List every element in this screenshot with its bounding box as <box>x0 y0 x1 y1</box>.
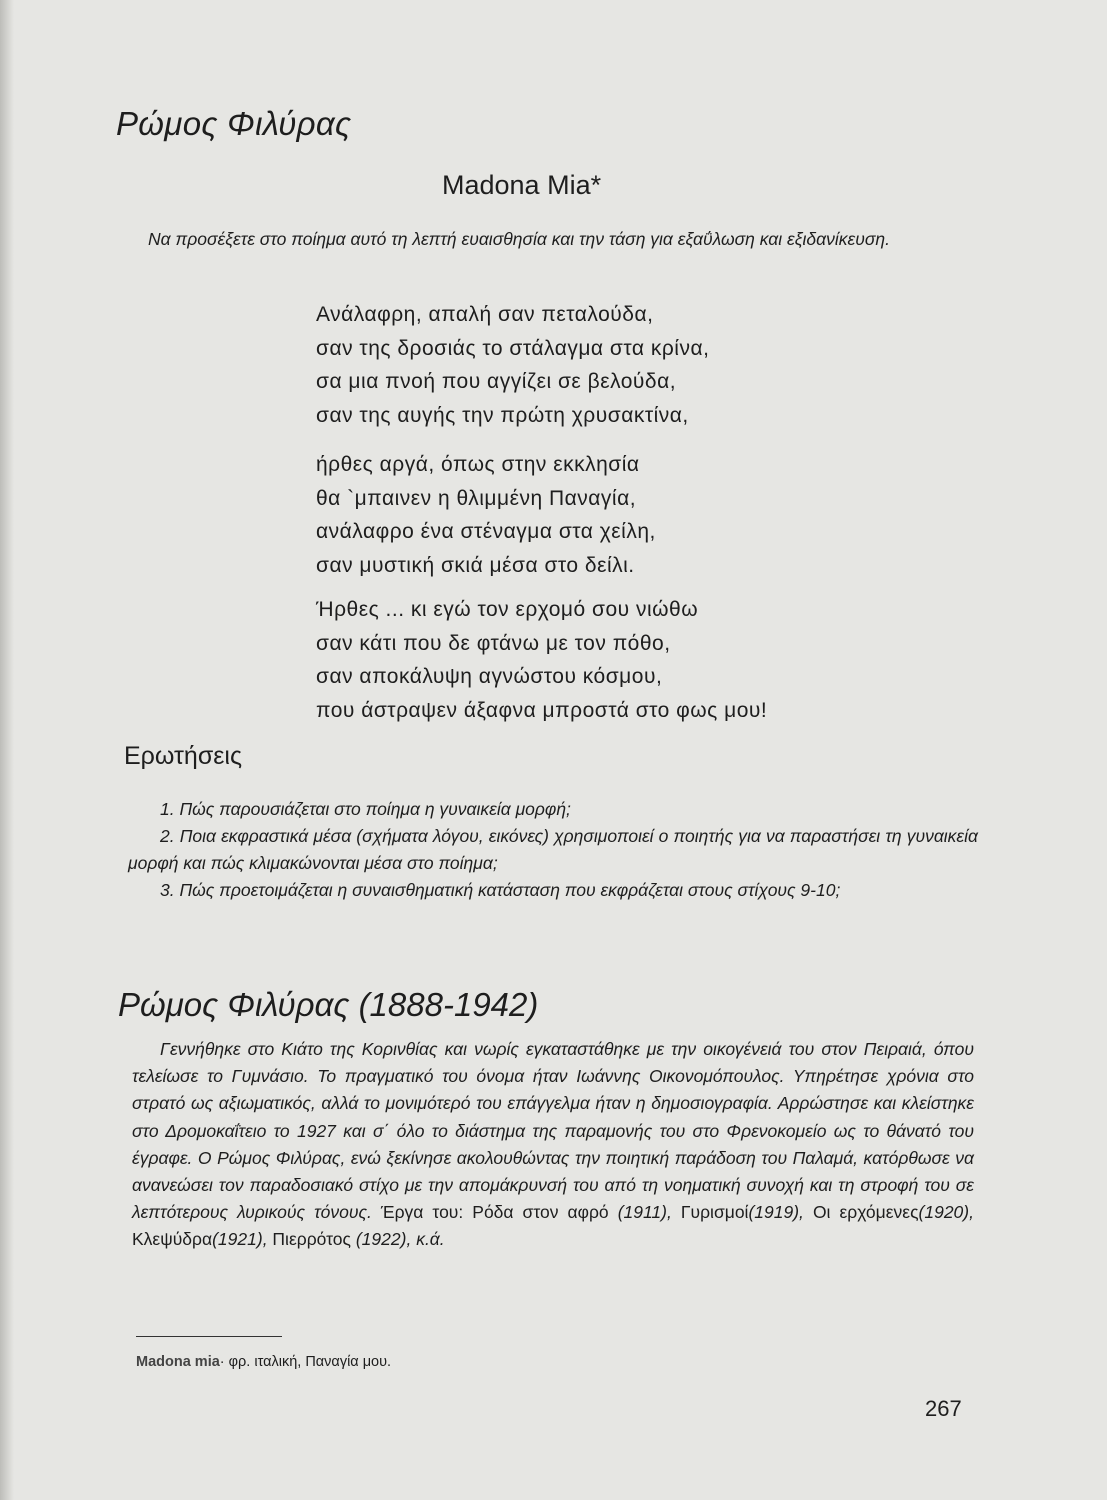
footnote-text: · φρ. ιταλική, Παναγία μου. <box>219 1354 392 1370</box>
footnote-divider <box>136 1336 282 1337</box>
work-title: Πιερρότος <box>272 1229 351 1250</box>
poem-line: ήρθες αργά, όπως στην εκκλησία <box>316 453 640 476</box>
questions-list <box>128 796 978 904</box>
poet-heading: Ρώμος Φιλύρας <box>116 105 352 142</box>
poem-intro-note: Να προσέξετε στο ποίημα αυτό τη λεπτή ευαισθησία και την τάση για εξαΰλωση και εξιδανίκευση. <box>148 229 890 249</box>
poem-line: Ήρθες ... κι εγώ τον ερχομό σου νιώθω <box>316 598 699 621</box>
question-item: 1. Πώς παρουσιάζεται στο ποίημα η γυναικεία μορφή; <box>160 799 571 819</box>
page-number: 267 <box>925 1396 962 1421</box>
footnote <box>136 1354 391 1370</box>
questions-heading: Ερωτήσεις <box>124 742 243 770</box>
poem-line: σαν της δροσιάς το στάλαγμα στα κρίνα, <box>316 336 710 360</box>
poem-line: που άστραψεν άξαφνα μπροστά στο φως μου! <box>316 698 768 722</box>
poem-line: ανάλαφρο ένα στέναγμα στα χείλη, <box>316 520 656 543</box>
page-edge-shadow <box>0 0 14 1500</box>
work-year: (1922) <box>355 1229 407 1250</box>
biography-heading: Ρώμος Φιλύρας (1888-1942) <box>118 986 539 1023</box>
works-end: κ.ά. <box>416 1229 445 1250</box>
biography-body: Γεννήθηκε στο Κιάτο της Κορινθίας και νωρίς εγκαταστάθηκε με την οικογένειά του στον Πειραιά, όπου τελείωσε το Γυμνάσιο. Το πραγματικό του όνομα ήταν Ιωάννης Οικονομόπουλος. Υπηρέτησε χρόνια στο στρατό ως αξιωματικός, αλλά το μονιμότερό του επάγγελμα ήταν η δημοσιογραφία. Αρρώστησε και κλείστηκε στο Δρομοκαΐτειο το 1927 και σ΄ όλο το διάστημα της παραμονής του στο Φρενοκομείο ως το θάνατό του έγραφε. Ο Ρώμος Φιλύρας, ενώ ξεκίνησε ακολουθώντας την ποιητική παράδοση του Παλαμά, κατόρθωσε να ανανεώσει τον παραδοσιακό στίχο με την απομάκρυνσή του από τη νοηματική συνοχή και τη στροφή του σε λεπτότερους λυρικούς τόνους. <box>132 1039 974 1223</box>
poem-line: Ανάλαφρη, απαλή σαν πεταλούδα, <box>316 303 654 326</box>
question-item: 3. Πώς προετοιμάζεται η συναισθηματική κατάσταση που εκφράζεται στους στίχους 9-10; <box>160 880 841 900</box>
stanza-3 <box>316 593 956 727</box>
stanza-1 <box>316 298 956 432</box>
biography-text: Γεννήθηκε στο Κιάτο της Κορινθίας και νωρίς εγκαταστάθηκε με την οικογένειά του στον Πειραιά, όπου τελείωσε το Γυμνάσιο. Το πραγματικό του όνομα ήταν Ιωάννης Οικονομόπουλος. Υπηρέτησε χρόνια στο στρατό ως αξιωματικός, αλλά το μονιμότερό του επάγγελμα ήταν η δημοσιογραφία. Αρρώστησε και κλείστηκε στο Δρομοκαΐτειο το 1927 και σ΄ όλο το διάστημα της παραμονής του στο Φρενοκομείο ως το θάνατό του έγραφε. Ο Ρώμος Φιλύρας, ενώ ξεκίνησε ακολουθώντας την ποιητική παράδοση του Παλαμά, κατόρθωσε να ανανεώσει τον παραδοσιακό στίχο με την απομάκρυνσή του από τη νοηματική συνοχή και τη στροφή του σε λεπτότερους λυρικούς τόνους. Έργα του: Ρόδα στον αφρό (1911), Γυρισμοί(1919), Οι ερχόμενες(1920), Κλεψύδρα(1921), Πιερρότος (1922), κ.ά. <box>132 1039 974 1250</box>
question-item: 2. Ποια εκφραστικά μέσα (σχήματα λόγου, εικόνες) χρησιμοποιεί ο ποιητής για να παραστήσει τη γυναικεία μορφή και πώς κλιμακώνονται μέσα στο ποίημα; <box>128 826 978 873</box>
poem-line: θα `μπαινεν η θλιμμένη Παναγία, <box>316 486 637 510</box>
poem-line: σαν αποκάλυψη αγνώστου κόσμου, <box>316 665 663 688</box>
poem-line: σαν κάτι που δε φτάνω με τον πόθο, <box>316 631 671 655</box>
work-title: Οι ερχόμενες <box>812 1202 919 1223</box>
work-title: Ρόδα στον αφρό <box>472 1202 609 1223</box>
poem-line: σαν της αυγής την πρώτη χρυσακτίνα, <box>316 403 689 427</box>
poem-title: Madona Mia* <box>442 170 602 200</box>
work-year: (1919) <box>748 1202 800 1223</box>
footnote-term: Madona mia <box>136 1354 220 1370</box>
poem-line: σα μια πνοή που αγγίζει σε βελούδα, <box>316 370 677 393</box>
work-year: (1921) <box>212 1229 263 1250</box>
poem-line: σαν μυστική σκιά μέσα στο δείλι. <box>316 553 635 577</box>
work-year: (1911) <box>617 1202 667 1223</box>
works-intro: Έργα του: <box>380 1202 473 1223</box>
stanza-2 <box>316 448 956 582</box>
work-title: Κλεψύδρα <box>132 1229 213 1250</box>
work-title: Γυρισμοί <box>680 1202 749 1223</box>
work-year: (1920) <box>918 1202 970 1223</box>
